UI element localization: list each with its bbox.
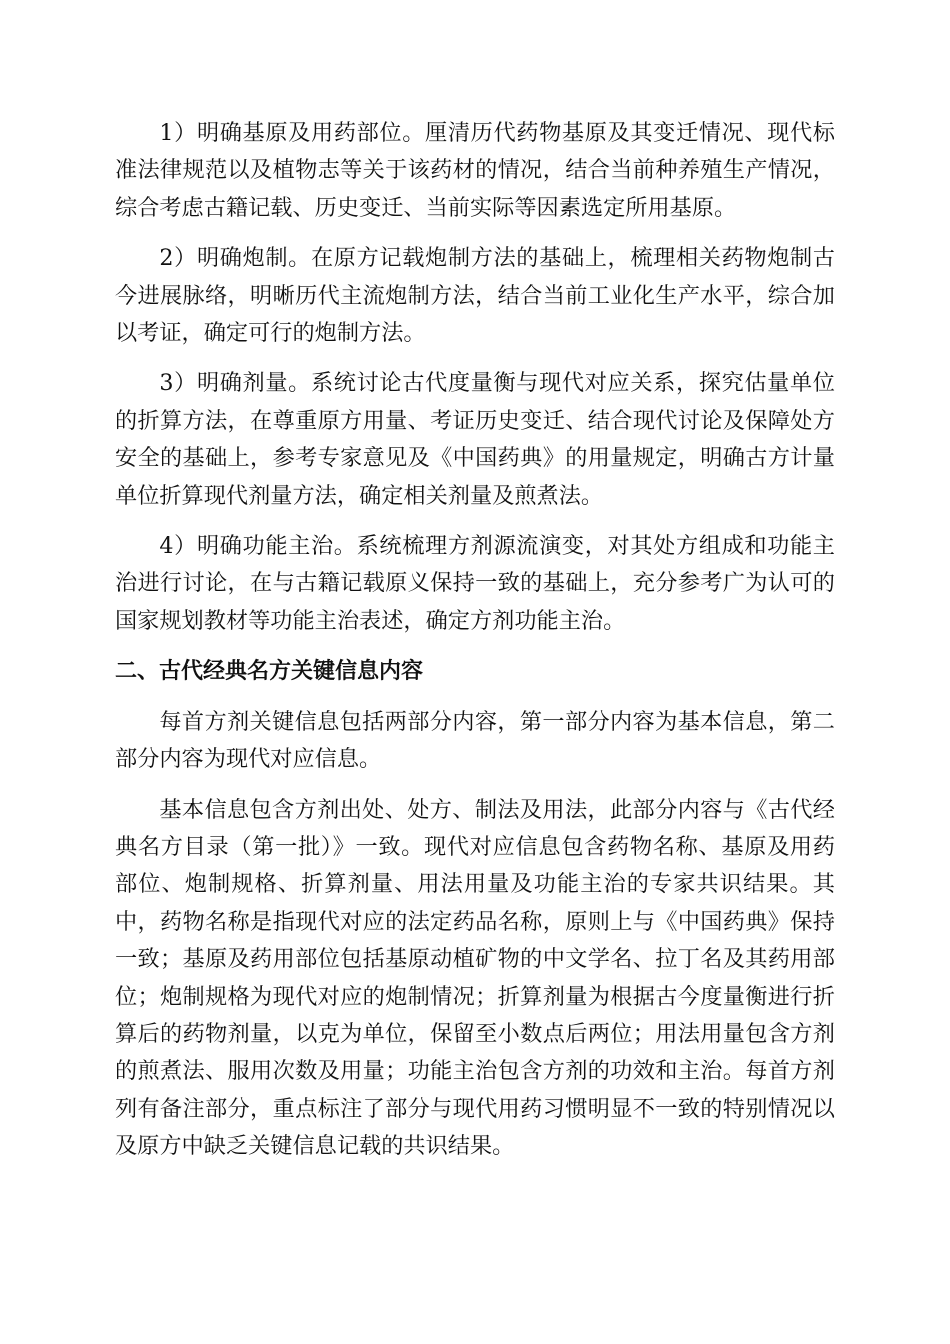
paragraph-details: 基本信息包含方剂出处、处方、制法及用法，此部分内容与《古代经典名方目录（第一批）》一致。现代对应信息包含药物名称、基原及用药部位、炮制规格、折算剂量、用法用量及功能主治的专家共识结果。其中，药物名称是指现代对应的法定药品名称，原则上与《中国药典》保持一致；基原及药用部位包括基原动植矿物的中文学名、拉丁名及其药用部位；炮制规格为现代对应的炮制情况；折算剂量为根据古今度量衡进行折算后的药物剂量，以克为单位，保留至小数点后两位；用法用量包含方剂的煎煮法、服用次数及用量；功能主治包含方剂的功效和主治。每首方剂列有备注部分，重点标注了部分与现代用药习惯明显不一致的特别情况以及原方中缺乏关键信息记载的共识结果。 (115, 796, 835, 1160)
item-base-origin: 1）明确基原及用药部位。厘清历代药物基原及其变迁情况、现代标准法律规范以及植物志等关于该药材的情况，结合当前种养殖生产情况，综合考虑古籍记载、历史变迁、当前实际等因素选定所用基原。 (115, 120, 835, 221)
paragraph-overview: 每首方剂关键信息包括两部分内容，第一部分内容为基本信息，第二部分内容为现代对应信息。 (115, 708, 835, 773)
item-dosage: 3）明确剂量。系统讨论古代度量衡与现代对应关系，探究估量单位的折算方法，在尊重原方用量、考证历史变迁、结合现代讨论及保障处方安全的基础上，参考专家意见及《中国药典》的用量规定，明确古方计量单位折算现代剂量方法，确定相关剂量及煎煮法。 (115, 370, 835, 509)
document-page (115, 115, 835, 1166)
item-indications: 4）明确功能主治。系统梳理方剂源流演变，对其处方组成和功能主治进行讨论，在与古籍记载原义保持一致的基础上，充分参考广为认可的国家规划教材等功能主治表述，确定方剂功能主治。 (115, 533, 835, 634)
section-heading: 二、古代经典名方关键信息内容 (115, 659, 424, 685)
item-processing: 2）明确炮制。在原方记载炮制方法的基础上，梳理相关药物炮制古今进展脉络，明晰历代主流炮制方法，结合当前工业化生产水平，综合加以考证，确定可行的炮制方法。 (115, 245, 835, 347)
